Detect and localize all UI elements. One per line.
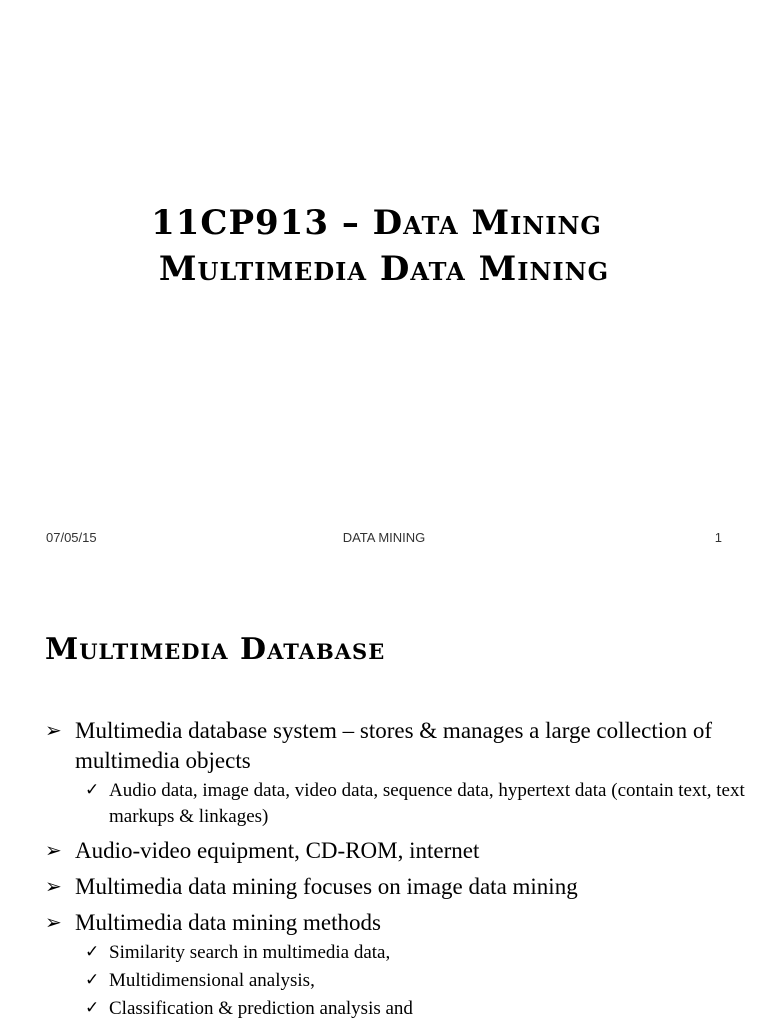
checkmark-icon: ✓ [85, 942, 100, 961]
sub-bullet-text: Multidimensional analysis, [109, 970, 315, 991]
bullet-list [45, 716, 745, 1024]
sub-list-item [75, 968, 745, 994]
sub-bullet-text: Audio data, image data, video data, sequence data, hypertext data (contain text, text markups & linkages) [109, 780, 745, 827]
checkmark-icon: ✓ [85, 780, 100, 799]
checkmark-icon: ✓ [85, 998, 100, 1017]
sub-bullet-text: Classification & prediction analysis and [109, 998, 413, 1019]
slide-1-title [0, 200, 768, 292]
bullet-text: Multimedia data mining focuses on image data mining [75, 874, 578, 899]
arrow-bullet-icon: ➢ [45, 876, 62, 898]
title-line-topic: Multimedia Data Mining [158, 249, 610, 289]
slide-2-title: Multimedia Database [45, 632, 386, 667]
footer-date: 07/05/15 [46, 530, 97, 545]
sub-list [75, 940, 745, 1022]
bullet-text: Audio-video equipment, CD-ROM, internet [75, 838, 480, 863]
list-item [45, 836, 745, 866]
footer-page-number: 1 [714, 530, 722, 545]
arrow-bullet-icon: ➢ [45, 840, 62, 862]
sub-list-item [75, 996, 745, 1022]
sub-bullet-text: Similarity search in multimedia data, [109, 942, 391, 963]
arrow-bullet-icon: ➢ [45, 720, 62, 742]
slide-2 [0, 576, 768, 1024]
bullet-text: Multimedia database system – stores & manages a large collection of multimedia objects [75, 718, 713, 773]
list-item [45, 716, 745, 830]
sub-list-item [75, 940, 745, 966]
list-item [45, 872, 745, 902]
title-line-course: 11CP913 – Data Mining [151, 203, 602, 243]
slide-1-footer [0, 530, 768, 548]
footer-title: DATA MINING [342, 530, 426, 545]
bullet-text: Multimedia data mining methods [75, 910, 381, 935]
arrow-bullet-icon: ➢ [45, 912, 62, 934]
checkmark-icon: ✓ [85, 970, 100, 989]
list-item [45, 908, 745, 1022]
sub-list [75, 778, 745, 830]
sub-list-item [75, 778, 745, 830]
